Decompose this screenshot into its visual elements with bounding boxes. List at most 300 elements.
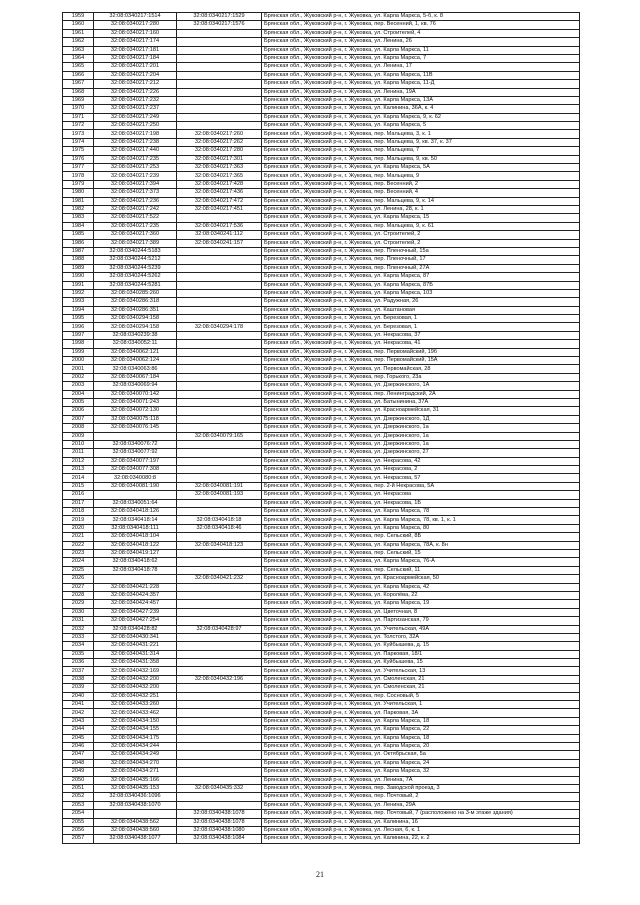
address-cell: Брянская обл., Жуковский р-н, г. Жуковка, ул. Парковая, 18/1: [262, 650, 580, 658]
linked-cadastral-number-cell: [177, 583, 262, 591]
address-cell: Брянская обл., Жуковский р-н, г. Жуковка, ул. Карла Маркса, 42: [262, 583, 580, 591]
linked-cadastral-number-cell: [177, 742, 262, 750]
linked-cadastral-number-cell: 32:08:0340079:165: [177, 432, 262, 440]
address-cell: Брянская обл., Жуковский р-н, г. Жуковка, ул. Дзержинского, 1а: [262, 432, 580, 440]
page-number: 21: [316, 870, 324, 879]
table-row: [63, 197, 580, 205]
table-row: [63, 617, 580, 625]
linked-cadastral-number-cell: [177, 633, 262, 641]
cadastral-number-cell: 32:08:0340217:280: [94, 21, 177, 29]
linked-cadastral-number-cell: 32:08:0340217:436: [177, 189, 262, 197]
cadastral-number-cell: 32:08:0340217:250: [94, 122, 177, 130]
cadastral-number-cell: 32:08:0340077:92: [94, 449, 177, 457]
table-row: [63, 54, 580, 62]
row-number-cell: 2006: [63, 407, 94, 415]
address-cell: Брянская обл., Жуковский р-н, г. Жуковка, ул. Парковая, 3А: [262, 709, 580, 717]
table-row: [63, 742, 580, 750]
row-number-cell: 2046: [63, 742, 94, 750]
cadastral-number-cell: 32:08:0340072:130: [94, 407, 177, 415]
row-number-cell: 2007: [63, 415, 94, 423]
cadastral-number-cell: 32:08:0340435:166: [94, 776, 177, 784]
cadastral-number-cell: 32:08:0340418:126: [94, 508, 177, 516]
address-cell: Брянская обл., Жуковский р-н, г. Жуковка, ул. Дзержинского, 1А: [262, 382, 580, 390]
linked-cadastral-number-cell: [177, 357, 262, 365]
linked-cadastral-number-cell: 32:08:0340217:301: [177, 155, 262, 163]
linked-cadastral-number-cell: 32:08:0340217:262: [177, 138, 262, 146]
row-number-cell: 1986: [63, 239, 94, 247]
table-row: [63, 625, 580, 633]
table-row: [63, 298, 580, 306]
table-row: [63, 667, 580, 675]
table-row: [63, 583, 580, 591]
cadastral-number-cell: 32:08:0340217:239: [94, 172, 177, 180]
cadastral-number-cell: 32:08:0340286:318: [94, 298, 177, 306]
cadastral-number-cell: 32:08:0340433:260: [94, 701, 177, 709]
row-number-cell: 1976: [63, 155, 94, 163]
linked-cadastral-number-cell: [177, 550, 262, 558]
linked-cadastral-number-cell: 32:08:0340217:363: [177, 164, 262, 172]
cadastral-number-cell: 32:08:0340217:253: [94, 164, 177, 172]
row-number-cell: 1980: [63, 189, 94, 197]
table-row: [63, 13, 580, 21]
table-row: [63, 751, 580, 759]
linked-cadastral-number-cell: [177, 398, 262, 406]
linked-cadastral-number-cell: [177, 776, 262, 784]
table-row: [63, 340, 580, 348]
cadastral-number-cell: 32:08:0340071:243: [94, 398, 177, 406]
address-cell: Брянская обл., Жуковский р-н, г. Жуковка, ул. Учительская, 1: [262, 701, 580, 709]
table-row: [63, 684, 580, 692]
address-cell: Брянская обл., Жуковский р-н, г. Жуковка, ул. Партизанская, 79: [262, 617, 580, 625]
row-number-cell: 1994: [63, 306, 94, 314]
table-row: [63, 180, 580, 188]
cadastral-number-cell: 32:08:0340421:228: [94, 583, 177, 591]
address-cell: Брянская обл., Жуковский р-н, г. Жуковка, пер. 2-й Некрасова, 5А: [262, 482, 580, 490]
cadastral-number-cell: 32:08:0340434:244: [94, 742, 177, 750]
row-number-cell: 2052: [63, 793, 94, 801]
cadastral-number-cell: [94, 575, 177, 583]
linked-cadastral-number-cell: 32:08:0340217:451: [177, 205, 262, 213]
row-number-cell: 1997: [63, 331, 94, 339]
table-row: [63, 80, 580, 88]
cadastral-number-cell: 32:08:0340434:175: [94, 734, 177, 742]
row-number-cell: 1987: [63, 247, 94, 255]
address-cell: Брянская обл., Жуковский р-н, г. Жуковка, ул. Некрасова: [262, 491, 580, 499]
row-number-cell: 2055: [63, 818, 94, 826]
row-number-cell: 2024: [63, 558, 94, 566]
table-row: [63, 491, 580, 499]
table-row: [63, 516, 580, 524]
address-cell: Брянская обл., Жуковский р-н, г. Жуковка, ул. Строителей, 2: [262, 231, 580, 239]
row-number-cell: 1989: [63, 264, 94, 272]
cadastral-number-cell: 32:08:0340431:358: [94, 659, 177, 667]
linked-cadastral-number-cell: 32:08:0340438:1080: [177, 826, 262, 834]
row-number-cell: 2027: [63, 583, 94, 591]
cadastral-number-cell: 32:08:0340418:14: [94, 516, 177, 524]
linked-cadastral-number-cell: [177, 440, 262, 448]
linked-cadastral-number-cell: 32:08:0340217:1529: [177, 13, 262, 21]
address-cell: Брянская обл., Жуковский р-н, г. Жуковка, пер. Мальцева, 3, к. 1: [262, 130, 580, 138]
row-number-cell: 2029: [63, 600, 94, 608]
row-number-cell: 2038: [63, 675, 94, 683]
address-cell: Брянская обл., Жуковский р-н, г. Жуковка, ул. Лесная, 6, к. 1: [262, 826, 580, 834]
row-number-cell: 2003: [63, 382, 94, 390]
cadastral-number-cell: 32:08:0340294:158: [94, 315, 177, 323]
address-cell: Брянская обл., Жуковский р-н, г. Жуковка, ул. Карла Маркса, 13А: [262, 96, 580, 104]
row-number-cell: 1972: [63, 122, 94, 130]
row-number-cell: 1981: [63, 197, 94, 205]
table-row: [63, 105, 580, 113]
address-cell: Брянская обл., Жуковский р-н, г. Жуковка, ул. Смоленская, 21: [262, 675, 580, 683]
address-cell: Брянская обл., Жуковский р-н, г. Жуковка, ул. Дзержинского, 27: [262, 449, 580, 457]
address-cell: Брянская обл., Жуковский р-н, г. Жуковка, пер. Заводской проезд, 3: [262, 784, 580, 792]
address-cell: Брянская обл., Жуковский р-н, г. Жуковка, ул. Ленина, 28, к. 1: [262, 205, 580, 213]
cadastral-number-cell: 32:08:0340217:181: [94, 46, 177, 54]
row-number-cell: 1978: [63, 172, 94, 180]
address-cell: Брянская обл., Жуковский р-н, г. Жуковка, пер. Первомайский, 15А: [262, 357, 580, 365]
table-row: [63, 499, 580, 507]
table-row: [63, 264, 580, 272]
cadastral-number-cell: 32:08:0340433:462: [94, 709, 177, 717]
cadastral-number-cell: 32:08:0340217:212: [94, 80, 177, 88]
address-cell: Брянская обл., Жуковский р-н, г. Жуковка, пер. Первомайский, 19б: [262, 348, 580, 356]
cadastral-number-cell: 32:08:0340244:5281: [94, 281, 177, 289]
row-number-cell: 1982: [63, 205, 94, 213]
table-row: [63, 113, 580, 121]
table-row: [63, 222, 580, 230]
cadastral-number-cell: 32:08:0340432:169: [94, 667, 177, 675]
row-number-cell: 1998: [63, 340, 94, 348]
address-cell: Брянская обл., Жуковский р-н, г. Жуковка, ул. Карла Маркса, 15: [262, 214, 580, 222]
linked-cadastral-number-cell: 32:08:0340421:232: [177, 575, 262, 583]
row-number-cell: 2047: [63, 751, 94, 759]
table-row: [63, 717, 580, 725]
linked-cadastral-number-cell: [177, 751, 262, 759]
address-cell: Брянская обл., Жуковский р-н, г. Жуковка, ул. Карла Маркса, 9, к. 62: [262, 113, 580, 121]
table-row: [63, 759, 580, 767]
cadastral-number-cell: 32:08:0340217:232: [94, 96, 177, 104]
address-cell: Брянская обл., Жуковский р-н, г. Жуковка, пер. Сельский, 15: [262, 550, 580, 558]
address-cell: Брянская обл., Жуковский р-н, г. Жуковка, пер. Почтовый, 2: [262, 793, 580, 801]
cadastral-number-cell: 32:08:0340419:127: [94, 550, 177, 558]
address-cell: Брянская обл., Жуковский р-н, г. Жуковка, ул. Карла Маркса, 5: [262, 122, 580, 130]
row-number-cell: 1966: [63, 71, 94, 79]
cadastral-number-cell: 32:08:0340217:198: [94, 130, 177, 138]
cadastral-number-cell: 32:08:0340294:158: [94, 323, 177, 331]
table-row: [63, 46, 580, 54]
address-cell: Брянская обл., Жуковский р-н, г. Жуковка, ул. Карла Маркса, 5А: [262, 164, 580, 172]
linked-cadastral-number-cell: [177, 214, 262, 222]
row-number-cell: 2021: [63, 533, 94, 541]
address-cell: Брянская обл., Жуковский р-н, г. Жуковка, ул. Карла Маркса, 103: [262, 289, 580, 297]
table-row: [63, 659, 580, 667]
address-cell: Брянская обл., Жуковский р-н, г. Жуковка, ул. Ленина, 17: [262, 63, 580, 71]
row-number-cell: 1974: [63, 138, 94, 146]
table-row: [63, 508, 580, 516]
address-cell: Брянская обл., Жуковский р-н, г. Жуковка, пер. Весенний, 2: [262, 180, 580, 188]
linked-cadastral-number-cell: [177, 642, 262, 650]
linked-cadastral-number-cell: 32:08:0340438:1078: [177, 810, 262, 818]
address-cell: Брянская обл., Жуковский р-н, г. Жуковка, ул. Карла Маркса, 24: [262, 759, 580, 767]
address-cell: Брянская обл., Жуковский р-н, г. Жуковка, пер. Весенний, 4: [262, 189, 580, 197]
table-row: [63, 373, 580, 381]
row-number-cell: 2000: [63, 357, 94, 365]
row-number-cell: 2017: [63, 499, 94, 507]
linked-cadastral-number-cell: 32:08:0340428:97: [177, 625, 262, 633]
table-row: [63, 675, 580, 683]
linked-cadastral-number-cell: [177, 382, 262, 390]
cadastral-number-cell: 32:08:0340217:204: [94, 71, 177, 79]
document-page: [62, 12, 580, 844]
table-row: [63, 768, 580, 776]
linked-cadastral-number-cell: 32:08:0340432:196: [177, 675, 262, 683]
table-row: [63, 650, 580, 658]
address-cell: Брянская обл., Жуковский р-н, г. Жуковка, пер. Ленинградский, 2А: [262, 390, 580, 398]
linked-cadastral-number-cell: [177, 508, 262, 516]
row-number-cell: 2026: [63, 575, 94, 583]
cadastral-number-cell: 32:08:0340435:153: [94, 784, 177, 792]
row-number-cell: 2009: [63, 432, 94, 440]
address-cell: Брянская обл., Жуковский р-н, г. Жуковка, пер. Мальцева, 9, к. 14: [262, 197, 580, 205]
row-number-cell: 2012: [63, 457, 94, 465]
row-number-cell: 1968: [63, 88, 94, 96]
address-cell: Брянская обл., Жуковский р-н, г. Жуковка, ул. Некрасова, 41: [262, 340, 580, 348]
row-number-cell: 2056: [63, 826, 94, 834]
linked-cadastral-number-cell: [177, 701, 262, 709]
cadastral-number-cell: 32:08:0340076:72: [94, 440, 177, 448]
address-cell: Брянская обл., Жуковский р-н, г. Жуковка, ул. Учительская, 49А: [262, 625, 580, 633]
linked-cadastral-number-cell: [177, 793, 262, 801]
linked-cadastral-number-cell: [177, 340, 262, 348]
cadastral-number-cell: 32:08:0340285:260: [94, 289, 177, 297]
address-cell: Брянская обл., Жуковский р-н, г. Жуковка, ул. Некрасова, 37: [262, 331, 580, 339]
row-number-cell: 1993: [63, 298, 94, 306]
cadastral-number-cell: 32:08:0340239:38: [94, 331, 177, 339]
cadastral-number-cell: 32:08:0340432:200: [94, 675, 177, 683]
row-number-cell: 2033: [63, 633, 94, 641]
address-cell: Брянская обл., Жуковский р-н, г. Жуковка, пер. Весенний, 1, кв. 76: [262, 21, 580, 29]
address-cell: Брянская обл., Жуковский р-н, г. Жуковка, ул. Карла Маркса, 80: [262, 524, 580, 532]
cadastral-number-cell: 32:08:0340432:200: [94, 684, 177, 692]
address-cell: Брянская обл., Жуковский р-н, г. Жуковка, пер. Мальцева, 9, к. 61: [262, 222, 580, 230]
row-number-cell: 2045: [63, 734, 94, 742]
linked-cadastral-number-cell: [177, 684, 262, 692]
address-cell: Брянская обл., Жуковский р-н, г. Жуковка, пер. Пленочный, 15а: [262, 247, 580, 255]
cadastral-number-cell: 32:08:0340217:373: [94, 189, 177, 197]
table-row: [63, 365, 580, 373]
row-number-cell: 1992: [63, 289, 94, 297]
table-row: [63, 256, 580, 264]
row-number-cell: 1961: [63, 29, 94, 37]
address-cell: Брянская обл., Жуковский р-н, г. Жуковка, ул. Карла Маркса, 18: [262, 734, 580, 742]
table-row: [63, 835, 580, 843]
cadastral-number-cell: 32:08:0340217:249: [94, 113, 177, 121]
table-row: [63, 247, 580, 255]
address-cell: Брянская обл., Жуковский р-н, г. Жуковка, ул. Красноармейская, 50: [262, 575, 580, 583]
address-cell: Брянская обл., Жуковский р-н, г. Жуковка, ул. Карла Маркса, 11: [262, 46, 580, 54]
cadastral-number-cell: 32:08:0340244:5239: [94, 264, 177, 272]
linked-cadastral-number-cell: 32:08:0340418:18: [177, 516, 262, 524]
table-row: [63, 390, 580, 398]
table-row: [63, 734, 580, 742]
row-number-cell: 1964: [63, 54, 94, 62]
cadastral-number-cell: 32:08:0340077:308: [94, 466, 177, 474]
table-row: [63, 407, 580, 415]
row-number-cell: 1996: [63, 323, 94, 331]
row-number-cell: 1990: [63, 273, 94, 281]
linked-cadastral-number-cell: 32:08:0340217:260: [177, 130, 262, 138]
linked-cadastral-number-cell: 32:08:0340438:1078: [177, 818, 262, 826]
cadastral-number-cell: 32:08:0340244:5212: [94, 256, 177, 264]
row-number-cell: 2030: [63, 608, 94, 616]
cadastral-number-cell: 32:08:0340081:190: [94, 482, 177, 490]
cadastral-number-cell: 32:08:0340438:1077: [94, 835, 177, 843]
linked-cadastral-number-cell: [177, 63, 262, 71]
row-number-cell: 2019: [63, 516, 94, 524]
table-row: [63, 826, 580, 834]
address-cell: Брянская обл., Жуковский р-н, г. Жуковка, ул. Королёва, 22: [262, 591, 580, 599]
table-row: [63, 172, 580, 180]
linked-cadastral-number-cell: [177, 768, 262, 776]
row-number-cell: 2053: [63, 801, 94, 809]
row-number-cell: 2034: [63, 642, 94, 650]
address-cell: Брянская обл., Жуковский р-н, г. Жуковка, ул. Ленина, 29А: [262, 801, 580, 809]
linked-cadastral-number-cell: [177, 717, 262, 725]
cadastral-number-cell: [94, 491, 177, 499]
row-number-cell: 1985: [63, 231, 94, 239]
row-number-cell: 1979: [63, 180, 94, 188]
linked-cadastral-number-cell: [177, 449, 262, 457]
row-number-cell: 2035: [63, 650, 94, 658]
cadastral-number-cell: 32:08:0340244:5183: [94, 247, 177, 255]
address-cell: Брянская обл., Жуковский р-н, г. Жуковка, ул. Березовая, 1: [262, 323, 580, 331]
linked-cadastral-number-cell: 32:08:0340241:112: [177, 231, 262, 239]
address-cell: Брянская обл., Жуковский р-н, г. Жуковка, ул. Куйбышева, 15: [262, 659, 580, 667]
row-number-cell: 2051: [63, 784, 94, 792]
property-table-body: [63, 13, 580, 844]
table-row: [63, 415, 580, 423]
cadastral-number-cell: 32:08:0340431:314: [94, 650, 177, 658]
linked-cadastral-number-cell: [177, 726, 262, 734]
linked-cadastral-number-cell: 32:08:0340435:332: [177, 784, 262, 792]
table-row: [63, 29, 580, 37]
linked-cadastral-number-cell: [177, 566, 262, 574]
row-number-cell: 2005: [63, 398, 94, 406]
cadastral-number-cell: 32:08:0340244:5262: [94, 273, 177, 281]
row-number-cell: 2022: [63, 541, 94, 549]
row-number-cell: 2002: [63, 373, 94, 381]
cadastral-number-cell: 32:08:0340286:351: [94, 306, 177, 314]
linked-cadastral-number-cell: [177, 608, 262, 616]
cadastral-number-cell: 32:08:0340418:78: [94, 566, 177, 574]
row-number-cell: 1973: [63, 130, 94, 138]
cadastral-number-cell: 32:08:0340438:562: [94, 818, 177, 826]
table-row: [63, 357, 580, 365]
cadastral-number-cell: 32:08:0340434:271: [94, 768, 177, 776]
table-row: [63, 214, 580, 222]
linked-cadastral-number-cell: 32:08:0340418:123: [177, 541, 262, 549]
linked-cadastral-number-cell: 32:08:0340217:365: [177, 172, 262, 180]
row-number-cell: 2032: [63, 625, 94, 633]
table-row: [63, 709, 580, 717]
address-cell: Брянская обл., Жуковский р-н, г. Жуковка, ул. Карла Маркса, 20: [262, 742, 580, 750]
cadastral-number-cell: [94, 432, 177, 440]
table-row: [63, 38, 580, 46]
linked-cadastral-number-cell: [177, 315, 262, 323]
table-row: [63, 793, 580, 801]
address-cell: Брянская обл., Жуковский р-н, г. Жуковка, ул. Каштановая: [262, 306, 580, 314]
row-number-cell: 2014: [63, 474, 94, 482]
table-row: [63, 205, 580, 213]
address-cell: Брянская обл., Жуковский р-н, г. Жуковка, ул. Калинина, 16: [262, 818, 580, 826]
table-row: [63, 482, 580, 490]
address-cell: Брянская обл., Жуковский р-н, г. Жуковка, ул. Калинина, 36А, к. 4: [262, 105, 580, 113]
cadastral-number-cell: 32:08:0340217:174: [94, 38, 177, 46]
cadastral-number-cell: 32:08:0340217:235: [94, 222, 177, 230]
linked-cadastral-number-cell: 32:08:0340217:280: [177, 147, 262, 155]
table-row: [63, 306, 580, 314]
cadastral-number-cell: 32:08:0340217:226: [94, 88, 177, 96]
linked-cadastral-number-cell: [177, 46, 262, 54]
cadastral-number-cell: 32:08:0340431:221: [94, 642, 177, 650]
table-row: [63, 348, 580, 356]
linked-cadastral-number-cell: [177, 667, 262, 675]
table-row: [63, 784, 580, 792]
table-row: [63, 801, 580, 809]
linked-cadastral-number-cell: 32:08:0340241:157: [177, 239, 262, 247]
row-number-cell: 1983: [63, 214, 94, 222]
table-row: [63, 231, 580, 239]
address-cell: Брянская обл., Жуковский р-н, г. Жуковка, ул. Карла Маркса, 18: [262, 717, 580, 725]
table-row: [63, 88, 580, 96]
row-number-cell: 2048: [63, 759, 94, 767]
table-row: [63, 398, 580, 406]
row-number-cell: 1984: [63, 222, 94, 230]
cadastral-number-cell: 32:08:0340432:251: [94, 692, 177, 700]
address-cell: Брянская обл., Жуковский р-н, г. Жуковка, ул. Калинина, 22, к. 2: [262, 835, 580, 843]
cadastral-number-cell: 32:08:0340438:1070: [94, 801, 177, 809]
linked-cadastral-number-cell: 32:08:0340217:472: [177, 197, 262, 205]
address-cell: Брянская обл., Жуковский р-н, г. Жуковка, ул. Строителей, 2: [262, 239, 580, 247]
linked-cadastral-number-cell: [177, 734, 262, 742]
linked-cadastral-number-cell: [177, 407, 262, 415]
row-number-cell: 2057: [63, 835, 94, 843]
cadastral-number-cell: 32:08:0340217:1514: [94, 13, 177, 21]
linked-cadastral-number-cell: [177, 415, 262, 423]
row-number-cell: 1970: [63, 105, 94, 113]
cadastral-number-cell: 32:08:0340076:145: [94, 424, 177, 432]
row-number-cell: 2010: [63, 440, 94, 448]
linked-cadastral-number-cell: [177, 38, 262, 46]
table-row: [63, 541, 580, 549]
address-cell: Брянская обл., Жуковский р-н, г. Жуковка, пер. Сельский, 8Б: [262, 533, 580, 541]
row-number-cell: 1991: [63, 281, 94, 289]
linked-cadastral-number-cell: 32:08:0340217:536: [177, 222, 262, 230]
cadastral-number-cell: 32:08:0340052:11: [94, 340, 177, 348]
address-cell: Брянская обл., Жуковский р-н, г. Жуковка, ул. Некрасова, 42: [262, 457, 580, 465]
row-number-cell: 2004: [63, 390, 94, 398]
address-cell: Брянская обл., Жуковский р-н, г. Жуковка, ул. Карла Маркса, 76-А: [262, 558, 580, 566]
address-cell: Брянская обл., Жуковский р-н, г. Жуковка, ул. Ленина, 19А: [262, 88, 580, 96]
cadastral-number-cell: 32:08:0340438:560: [94, 826, 177, 834]
linked-cadastral-number-cell: [177, 365, 262, 373]
cadastral-number-cell: 32:08:0340427:254: [94, 617, 177, 625]
address-cell: Брянская обл., Жуковский р-н, г. Жуковка, ул. Карла Маркса, 11-Д: [262, 80, 580, 88]
row-number-cell: 1962: [63, 38, 94, 46]
table-row: [63, 776, 580, 784]
row-number-cell: 2008: [63, 424, 94, 432]
linked-cadastral-number-cell: [177, 558, 262, 566]
